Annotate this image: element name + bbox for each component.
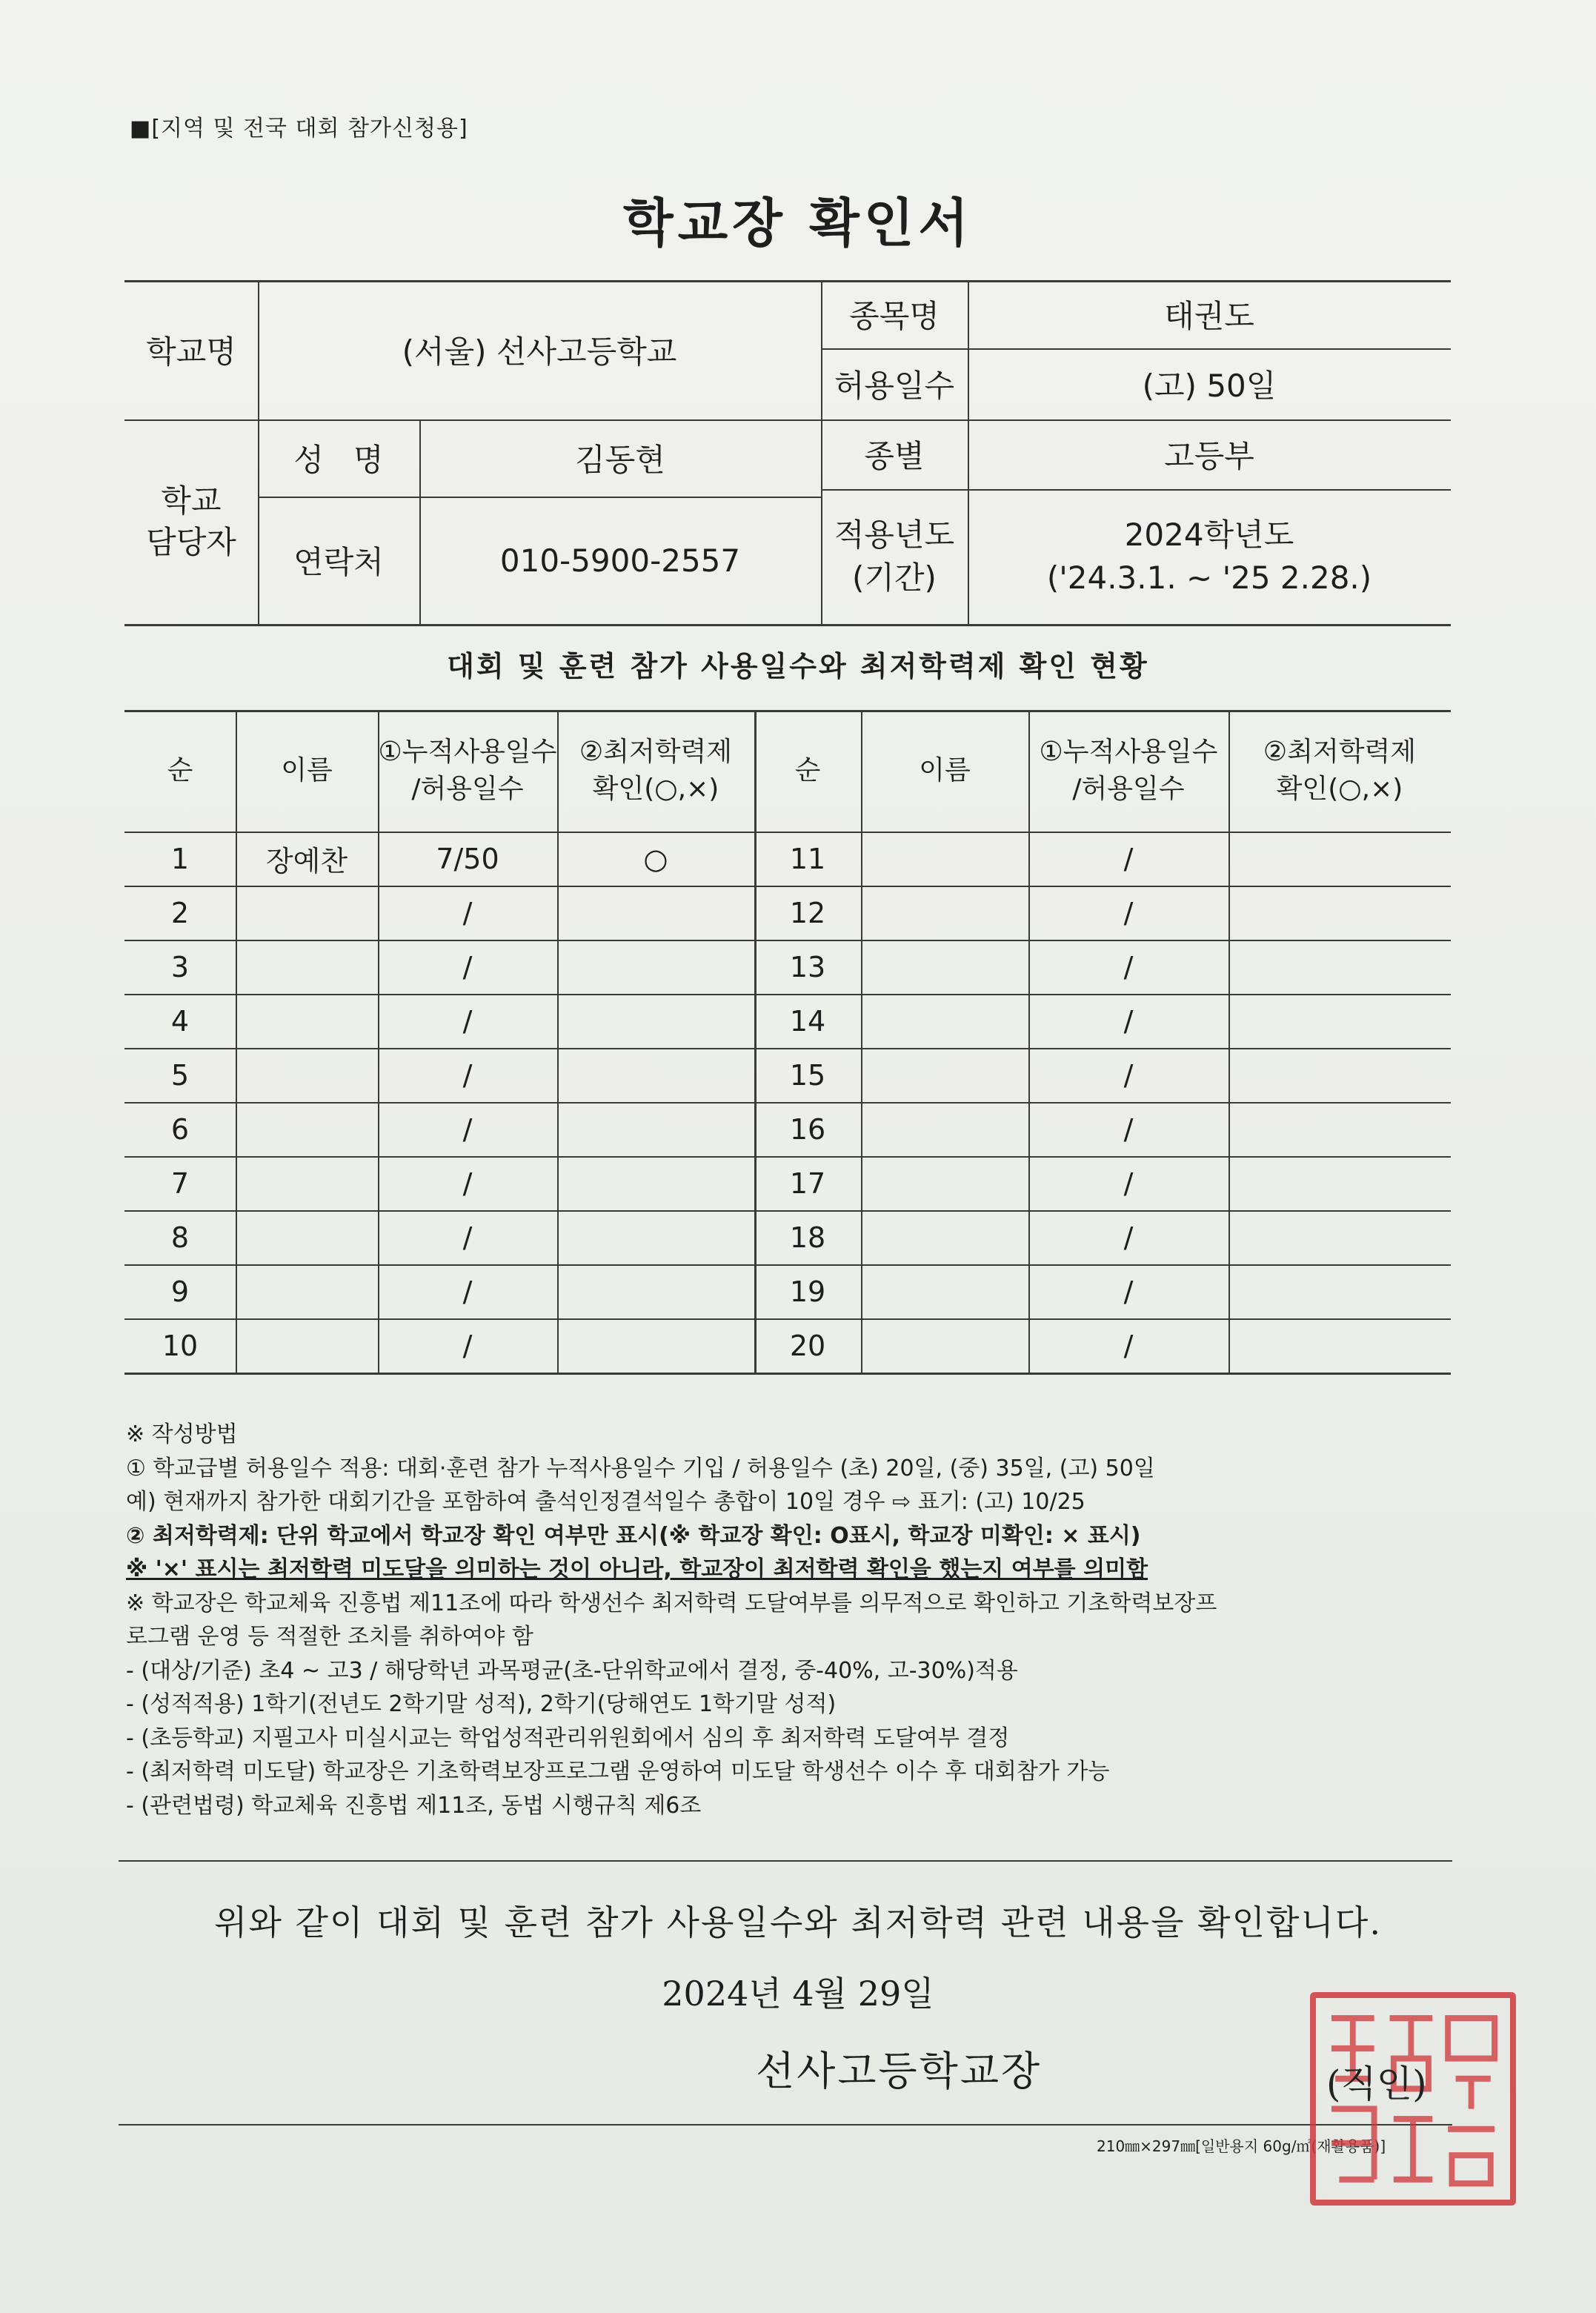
cell-check-right [1228, 1210, 1451, 1264]
cell-days-right: / [1123, 1167, 1134, 1200]
school-name-value: (서울) 선사고등학교 [402, 333, 677, 370]
header-check-right: ②최저학력제 확인(○,×) [1263, 737, 1417, 804]
cell-name-left [236, 1102, 378, 1156]
cell-seq-left: 7 [170, 1167, 190, 1200]
header-name-left: 이름 [281, 755, 333, 786]
note-item-2: ② 최저학력제: 단위 학교에서 학교장 확인 여부만 표시(※ 학교장 확인: O표시, 학교장 미확인: × 표시) [126, 1522, 1141, 1549]
cell-name-left [236, 1048, 378, 1102]
cell-days-left: / [462, 1221, 473, 1254]
cell-seq-left: 8 [170, 1221, 190, 1254]
year-label [821, 489, 968, 624]
cell-check-left [557, 1048, 754, 1102]
header-check-left: ②최저학력제 확인(○,×) [579, 737, 733, 804]
cell-check-left [557, 1318, 754, 1373]
header-seq-right: 순 [794, 755, 821, 786]
cell-check-right [1228, 1264, 1451, 1318]
year-value [968, 489, 1451, 624]
allowed-days-value: (고) 50일 [1142, 368, 1277, 404]
name-label: 성 명 [293, 442, 384, 478]
cell-name-left [236, 1210, 378, 1264]
cell-name-right [861, 940, 1028, 994]
cell-check-right [1228, 940, 1451, 994]
manager-name-value: 김동현 [575, 442, 665, 478]
cell-check-left [557, 1102, 754, 1156]
cell-days-left: / [462, 1275, 473, 1308]
note-item-2-emphasis: ※ '×' 표시는 최저학력 미도달을 의미하는 것이 아니라, 학교장이 최저학력 확인을 했는지 여부를 의미함 [126, 1556, 1148, 1582]
sport-value: 태권도 [1164, 298, 1254, 334]
manager-label: 학교 담당자 [146, 482, 236, 560]
cell-seq-left: 1 [170, 842, 190, 875]
cell-days-right: / [1123, 950, 1134, 983]
cell-seq-left: 9 [170, 1275, 190, 1308]
confirmation-statement: 위와 같이 대회 및 훈련 참가 사용일수와 최저학력 관련 내용을 확인합니다. [214, 1902, 1382, 1942]
contact-value: 010-5900-2557 [499, 542, 741, 579]
cell-check-left: ○ [643, 842, 668, 875]
cell-name-right [861, 1264, 1028, 1318]
issue-date: 2024년 4월 29일 [662, 1974, 934, 2014]
cell-name-right [861, 886, 1028, 940]
note-item-1: ① 학교급별 허용일수 적용: 대회·훈련 참가 누적사용일수 기입 / 허용일수 (초) 20일, (중) 35일, (고) 50일 [126, 1455, 1155, 1481]
cell-check-right [1228, 1102, 1451, 1156]
cell-check-left [557, 940, 754, 994]
paper-spec-footer: 210㎜×297㎜[일반용지 60g/㎡(재활용품)] [1097, 2137, 1386, 2155]
cell-days-left: / [462, 1329, 473, 1362]
cell-check-left [557, 1156, 754, 1210]
cell-days-left: / [462, 950, 473, 983]
cell-seq-right: 13 [789, 950, 826, 983]
cell-name-left [236, 1264, 378, 1318]
category-label: 종별 [864, 438, 925, 474]
cell-name-right [861, 832, 1028, 886]
cell-seq-left: 10 [162, 1329, 199, 1362]
cell-seq-left: 2 [170, 896, 190, 929]
cell-days-right: / [1123, 1004, 1134, 1038]
header-name-right: 이름 [919, 755, 971, 786]
writing-instructions [126, 1418, 1217, 1822]
cell-name-right [861, 1318, 1028, 1373]
cell-days-right: / [1123, 896, 1134, 929]
school-name-label: 학교명 [146, 333, 236, 370]
header-days-left: ①누적사용일수 /허용일수 [378, 737, 557, 804]
cell-seq-right: 14 [789, 1004, 826, 1038]
cell-check-left [557, 1264, 754, 1318]
seal-mark-text: (직인) [1326, 2063, 1427, 2105]
cell-days-left: / [462, 1004, 473, 1038]
cell-check-right [1228, 1048, 1451, 1102]
header-days-right: ①누적사용일수 /허용일수 [1039, 737, 1218, 804]
contact-label: 연락처 [293, 544, 384, 580]
note-law: - (관련법령) 학교체육 진흥법 제11조, 동법 시행규칙 제6조 [126, 1792, 702, 1819]
cell-seq-left: 3 [170, 950, 190, 983]
note-item-2-duty-cont: 로그램 운영 등 적절한 조치를 취하여야 함 [126, 1624, 533, 1650]
status-table-title: 대회 및 훈련 참가 사용일수와 최저학력제 확인 현황 [447, 650, 1149, 683]
year-value-line2: ('24.3.1. ~ '25 2.28.) [1046, 560, 1372, 596]
cell-days-left: / [462, 1058, 473, 1092]
cell-check-right [1228, 1156, 1451, 1210]
cell-name-left [236, 1318, 378, 1373]
cell-check-right [1228, 994, 1451, 1048]
note-target: - (대상/기준) 초4 ~ 고3 / 해당학년 과목평균(초-단위학교에서 결정, 중-40%, 고-30%)적용 [126, 1657, 1018, 1684]
cell-seq-right: 18 [789, 1221, 826, 1254]
cell-seq-right: 11 [789, 842, 826, 875]
cell-days-right: / [1123, 1329, 1134, 1362]
cell-seq-right: 16 [789, 1112, 826, 1146]
cell-seq-right: 20 [789, 1329, 826, 1362]
cell-days-left: 7/50 [436, 842, 499, 875]
cell-check-left [557, 886, 754, 940]
cell-days-left: / [462, 1112, 473, 1146]
cell-seq-left: 4 [170, 1004, 190, 1038]
cell-name-right [861, 1048, 1028, 1102]
cell-name-right [861, 1102, 1028, 1156]
cell-name-right [861, 1210, 1028, 1264]
cell-name-left [236, 940, 378, 994]
note-below-min: - (최저학력 미도달) 학교장은 기초학력보장프로그램 운영하여 미도달 학생선수 이수 후 대회참가 가능 [126, 1759, 1110, 1785]
cell-seq-right: 15 [789, 1058, 826, 1092]
allowed-days-label: 허용일수 [834, 368, 955, 404]
cell-name-left [236, 1156, 378, 1210]
cell-seq-right: 17 [789, 1167, 826, 1200]
cell-days-right: / [1123, 1112, 1134, 1146]
cell-name-right [861, 1156, 1028, 1210]
cell-check-right [1228, 886, 1451, 940]
form-type-tag: ■[지역 및 전국 대회 참가신청용] [130, 116, 468, 142]
category-value: 고등부 [1164, 438, 1254, 474]
cell-days-right: / [1123, 1058, 1134, 1092]
cell-name-left [236, 994, 378, 1048]
note-grade-apply: - (성적적용) 1학기(전년도 2학기말 성적), 2학기(당해연도 1학기말 성적) [126, 1691, 837, 1717]
year-value-line1: 2024학년도 [1124, 517, 1294, 553]
principal-title: 선사고등학교장 [756, 2048, 1043, 2094]
cell-name-right [861, 994, 1028, 1048]
cell-check-left [557, 1210, 754, 1264]
cell-check-right [1228, 1318, 1451, 1373]
document-title: 학교장 확인서 [622, 193, 974, 253]
cell-check-left [557, 994, 754, 1048]
cell-days-right: / [1123, 842, 1134, 875]
cell-check-right [1228, 832, 1451, 886]
cell-days-left: / [462, 1167, 473, 1200]
note-heading: ※ 작성방법 [126, 1421, 238, 1447]
cell-seq-right: 19 [789, 1275, 826, 1308]
header-seq-left: 순 [167, 755, 193, 786]
cell-name-left [236, 886, 378, 940]
sport-label: 종목명 [849, 298, 940, 334]
year-label-line2: (기간) [852, 560, 937, 596]
cell-seq-left: 6 [170, 1112, 190, 1146]
cell-name-left: 장예찬 [265, 845, 348, 877]
cell-seq-right: 12 [789, 896, 826, 929]
cell-days-left: / [462, 896, 473, 929]
cell-days-right: / [1123, 1221, 1134, 1254]
note-elementary: - (초등학교) 지필고사 미실시교는 학업성적관리위원회에서 심의 후 최저학력 도달여부 결정 [126, 1725, 1010, 1751]
year-label-line1: 적용년도 [834, 517, 955, 553]
cell-days-right: / [1123, 1275, 1134, 1308]
note-item-1-example: 예) 현재까지 참가한 대회기간을 포함하여 출석인정결석일수 총합이 10일 경우 ⇨ 표기: (고) 10/25 [126, 1489, 1085, 1515]
cell-seq-left: 5 [170, 1058, 190, 1092]
note-item-2-duty: ※ 학교장은 학교체육 진흥법 제11조에 따라 학생선수 최저학력 도달여부를 의무적으로 확인하고 기초학력보장프 [126, 1590, 1217, 1616]
